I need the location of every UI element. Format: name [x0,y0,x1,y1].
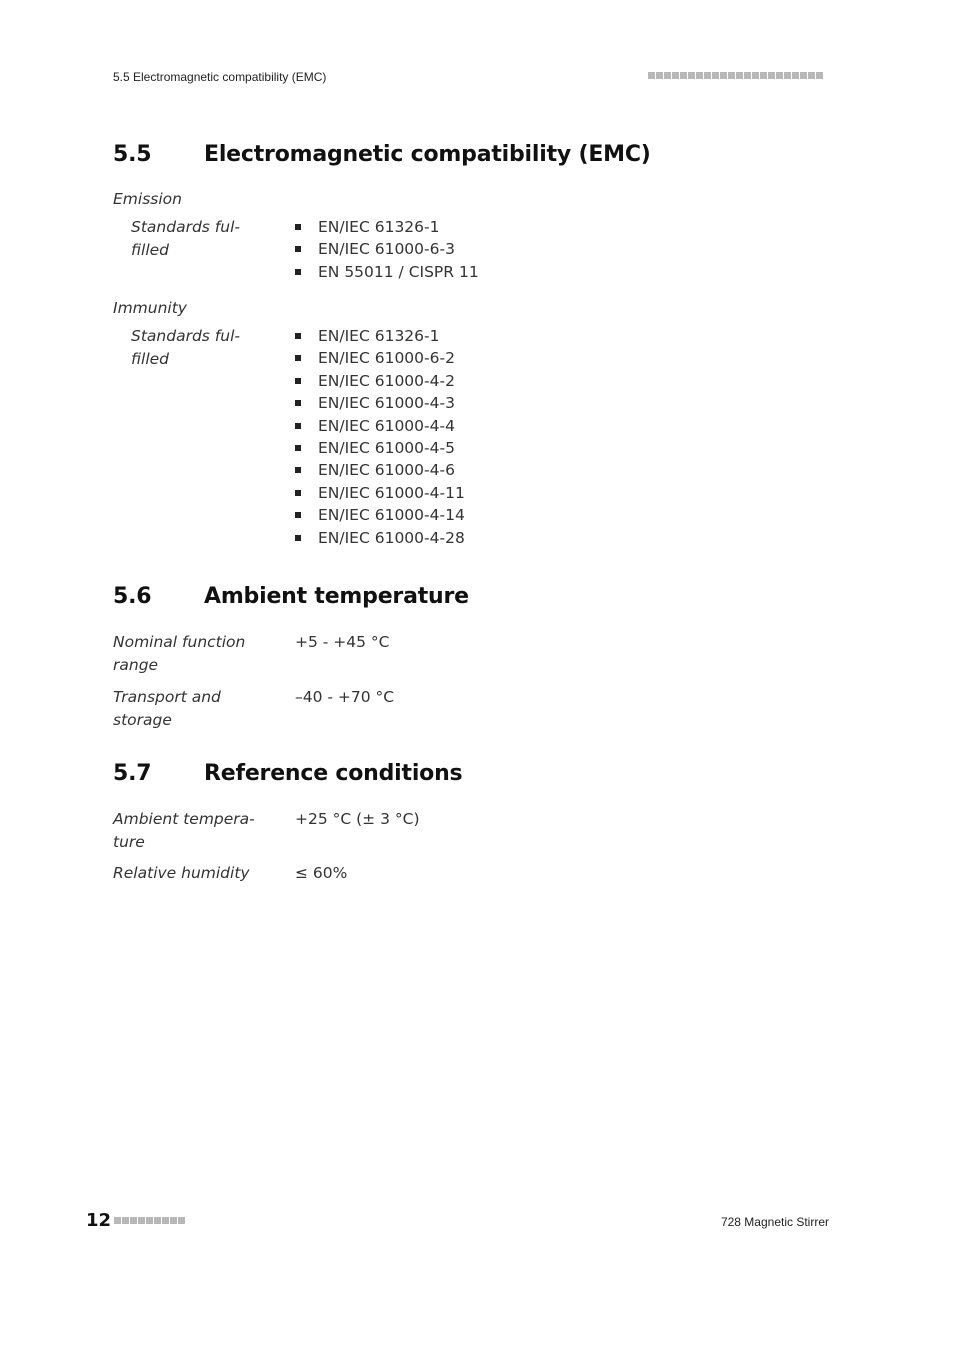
bullet-icon [295,467,301,473]
running-header: 5.5 Electromagnetic compatibility (EMC) [113,70,327,84]
decoration-square-icon [178,1217,185,1224]
decoration-square-icon [720,72,727,79]
immunity-standards-label-line1: Standards ful- [131,327,240,345]
emission-standards-label [131,216,291,262]
decoration-square-icon [688,72,695,79]
immunity-standards-label-line2: filled [131,350,170,368]
nominal-function-range-label: Nominal function range [113,633,246,674]
footer-document-title: 728 Magnetic Stirrer [720,1215,829,1229]
immunity-standards-list [295,325,465,549]
emission-label: Emission [113,190,182,208]
decoration-square-icon [792,72,799,79]
section-number: 5.6 [113,584,152,609]
decoration-square-icon [130,1217,137,1224]
list-item: EN/IEC 61000-4-3 [295,392,465,414]
decoration-square-icon [648,72,655,79]
section-title: Reference conditions [204,761,463,786]
bullet-icon [295,423,301,429]
decoration-square-icon [154,1217,161,1224]
list-item: EN/IEC 61000-6-3 [295,238,479,260]
section-title: Electromagnetic compatibility (EMC) [204,142,651,167]
list-item: EN/IEC 61000-4-2 [295,370,465,392]
decoration-square-icon [752,72,759,79]
decoration-square-icon [138,1217,145,1224]
emission-standards-label-line2: filled [131,241,170,259]
decoration-square-icon [744,72,751,79]
decoration-square-icon [776,72,783,79]
decoration-square-icon [808,72,815,79]
bullet-icon [295,445,301,451]
decoration-square-icon [114,1217,121,1224]
bullet-icon [295,333,301,339]
bullet-icon [295,378,301,384]
decoration-square-icon [728,72,735,79]
decoration-square-icon [696,72,703,79]
decoration-square-icon [672,72,679,79]
bullet-icon [295,224,301,230]
emission-standards-list [295,216,479,283]
section-heading-reference-conditions [113,761,462,786]
decoration-square-icon [122,1217,129,1224]
decoration-square-icon [170,1217,177,1224]
decoration-square-icon [712,72,719,79]
decoration-square-icon [784,72,791,79]
decoration-square-icon [146,1217,153,1224]
decoration-square-icon [816,72,823,79]
relative-humidity-label: Relative humidity [113,864,250,882]
decoration-square-icon [736,72,743,79]
section-number: 5.7 [113,761,152,786]
section-number: 5.5 [113,142,152,167]
page-number: 12 [86,1210,112,1231]
immunity-standards-label [131,325,291,371]
relative-humidity-value: ≤ 60% [295,864,348,882]
list-item: EN/IEC 61000-4-28 [295,527,465,549]
decoration-square-icon [162,1217,169,1224]
decoration-square-icon [800,72,807,79]
decoration-square-icon [664,72,671,79]
footer-decoration [114,1217,185,1224]
list-item: EN 55011 / CISPR 11 [295,261,479,283]
bullet-icon [295,246,301,252]
ambient-temperature-value: +25 °C (± 3 °C) [295,810,420,828]
decoration-square-icon [680,72,687,79]
list-item: EN/IEC 61000-6-2 [295,347,465,369]
list-item: EN/IEC 61000-4-4 [295,415,465,437]
list-item: EN/IEC 61000-4-6 [295,459,465,481]
transport-storage-value: –40 - +70 °C [295,688,395,706]
decoration-square-icon [760,72,767,79]
bullet-icon [295,355,301,361]
decoration-square-icon [656,72,663,79]
list-item: EN/IEC 61000-4-14 [295,504,465,526]
transport-storage-label: Transport and storage [113,688,221,729]
decoration-square-icon [768,72,775,79]
section-title: Ambient temperature [204,584,469,609]
decoration-square-icon [704,72,711,79]
bullet-icon [295,400,301,406]
list-item: EN/IEC 61000-4-5 [295,437,465,459]
list-item: EN/IEC 61326-1 [295,216,479,238]
emission-standards-label-line1: Standards ful- [131,218,240,236]
bullet-icon [295,535,301,541]
immunity-label: Immunity [113,299,187,317]
ambient-temperature-label: Ambient tempera- ture [113,810,255,851]
list-item: EN/IEC 61000-4-11 [295,482,465,504]
nominal-function-range-value: +5 - +45 °C [295,633,390,651]
bullet-icon [295,512,301,518]
header-decoration [648,72,823,79]
bullet-icon [295,490,301,496]
section-heading-ambient-temperature [113,584,469,609]
list-item: EN/IEC 61326-1 [295,325,465,347]
bullet-icon [295,269,301,275]
section-heading-emc [113,142,651,167]
